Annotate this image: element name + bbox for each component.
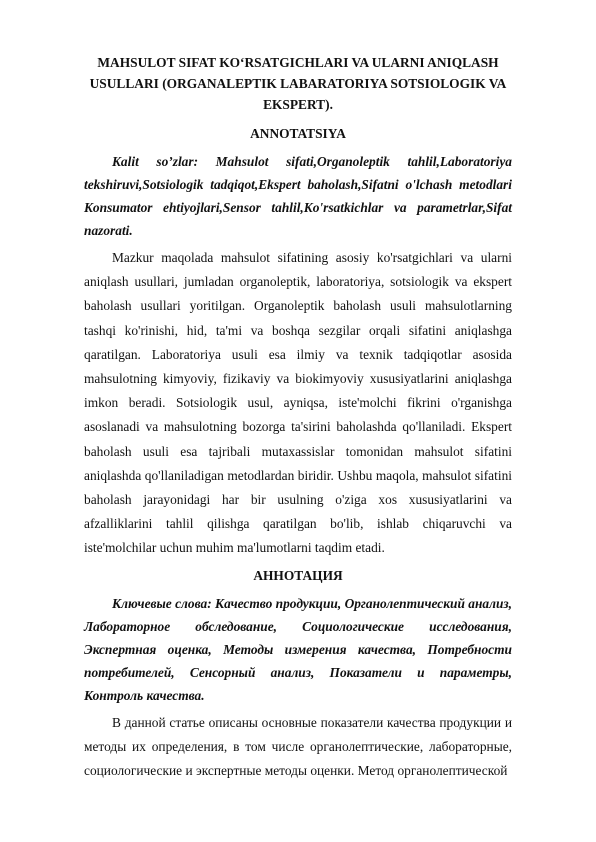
ru-annotation-heading: АННОТАЦИЯ (253, 567, 343, 583)
uz-annotation-heading: ANNOTATSIYA (250, 126, 346, 141)
document-page (84, 52, 512, 787)
ru-keywords: Ключевые слова: Качество продукции, Органолептический анализ, Лабораторное обследование, Социологические исследования, Экспертная оценка, Методы измерения качества, Потребности потребителей, Сенсорный анализ, Показатели и параметры, Контроль качества. (84, 595, 512, 703)
paper-title: MAHSULOT SIFAT KO‘RSATGICHLARI VA ULARNI ANIQLASH USULLARI (ORGANALEPTIK LABARATORIYA SOTSIOLOGIK VA EKSPERT). (89, 55, 507, 112)
uz-keywords: Kalit so’zlar: Mahsulot sifati,Organoleptik tahlil,Laboratoriya tekshiruvi,Sotsiologik tadqiqot,Ekspert baholash,Sifatni o'lchash metodlari Konsumator ehtiyojlari,Sensor tahlil,Ko'rsatkichlar va parametrlar,Sifat nazorati. (84, 154, 512, 238)
uz-abstract: Mazkur maqolada mahsulot sifatining asosiy ko'rsatgichlari va ularni aniqlash usullari, jumladan organoleptik, laboratoriya, sotsiologik va ekspert baholash usullari yoritilgan. Organoleptik baholash usuli mahsulotlarning tashqi ko'rinishi, hid, ta'mi va boshqa sezgilar orqali sifatini aniqlashga qaratilgan. Laboratoriya usuli esa ilmiy va texnik tadqiqotlar asosida mahsulotning kimyoviy, fizikaviy va biokimyoviy xususiyatlarini aniqlashga imkon beradi. Sotsiologik usul, ayniqsa, iste'molchi fikrini o'rganishga asoslanadi va mahsulotning bozorga ta'sirini baholashda qo'llaniladi. Ekspert baholash usuli esa tajribali mutaxassislar tomonidan mahsulot sifatini aniqlashda qo'llaniladigan metodlardan biridir. Ushbu maqola, mahsulot sifatini baholash jarayonidagi har bir usulning o'ziga xos xususiyatlarini va afzalliklarini tahlil qilishga qaratilgan bo'lib, ishlab chiqaruvchi va iste'molchilar uchun muhim ma'lumotlarni taqdim etadi. (84, 250, 512, 556)
ru-abstract: В данной статье описаны основные показатели качества продукции и методы их определения, в том числе органолептические, лабораторные, социологические и экспертные методы оценки. Метод органолептической (84, 714, 512, 779)
